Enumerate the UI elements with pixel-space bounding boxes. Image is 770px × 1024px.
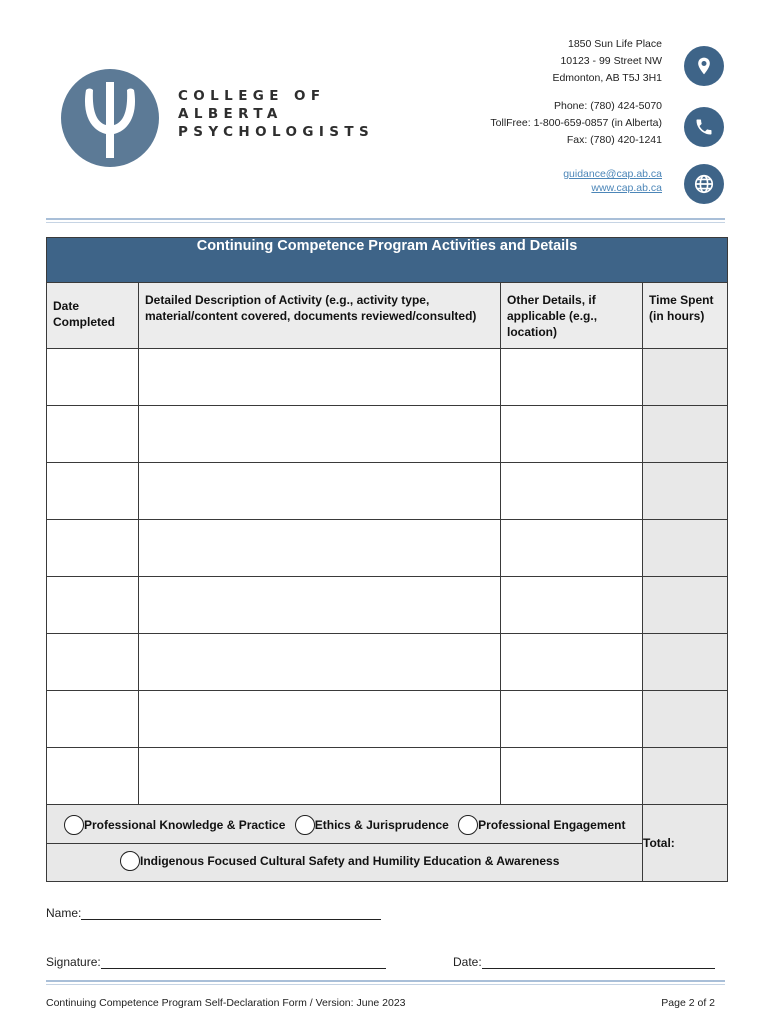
option-professional-engagement[interactable] <box>458 815 625 835</box>
description-cell[interactable] <box>139 520 501 577</box>
table-row <box>47 349 728 406</box>
header-divider-thin <box>46 222 725 223</box>
date-cell[interactable] <box>47 349 139 406</box>
col-header-description: Detailed Description of Activity (e.g., activity type, material/content covered, documents reviewed/consulted) <box>139 283 501 349</box>
category-options-row-2 <box>47 844 643 882</box>
time-cell[interactable] <box>643 634 728 691</box>
time-cell[interactable] <box>643 349 728 406</box>
table-row <box>47 577 728 634</box>
radio-professional-knowledge[interactable] <box>64 815 84 835</box>
radio-indigenous-education[interactable] <box>120 851 140 871</box>
psi-logo-icon <box>60 68 160 168</box>
footer-divider-thin <box>46 984 725 985</box>
option-professional-knowledge[interactable] <box>64 815 285 835</box>
signature-field <box>46 955 386 969</box>
total-cell[interactable] <box>643 805 728 882</box>
address-line-3: Edmonton, AB T5J 3H1 <box>552 72 662 84</box>
description-cell[interactable] <box>139 577 501 634</box>
category-options-row-1 <box>47 805 643 844</box>
time-cell[interactable] <box>643 748 728 805</box>
other-details-cell[interactable] <box>501 349 643 406</box>
date-cell[interactable] <box>47 577 139 634</box>
phone-icon <box>684 107 724 147</box>
other-details-cell[interactable] <box>501 634 643 691</box>
table-row <box>47 520 728 577</box>
other-details-cell[interactable] <box>501 748 643 805</box>
name-field <box>46 906 381 920</box>
globe-icon <box>684 164 724 204</box>
activities-table <box>46 237 728 882</box>
date-cell[interactable] <box>47 634 139 691</box>
address-line-2: 10123 - 99 Street NW <box>560 55 662 67</box>
table-row <box>47 634 728 691</box>
phone-line: Phone: (780) 424-5070 <box>554 100 662 112</box>
name-label: Name: <box>46 906 82 920</box>
other-details-cell[interactable] <box>501 406 643 463</box>
date-cell[interactable] <box>47 463 139 520</box>
org-phone <box>490 98 662 149</box>
option-label: Indigenous Focused Cultural Safety and Humility Education & Awareness <box>140 854 560 868</box>
table-row <box>47 691 728 748</box>
org-name <box>178 87 374 141</box>
time-cell[interactable] <box>643 691 728 748</box>
org-name-line-2: ALBERTA <box>178 106 283 122</box>
option-indigenous-education[interactable] <box>120 851 559 871</box>
footer-page-number: Page 2 of 2 <box>661 997 715 1009</box>
date-cell[interactable] <box>47 520 139 577</box>
website-link[interactable]: www.cap.ab.ca <box>591 182 662 194</box>
radio-professional-engagement[interactable] <box>458 815 478 835</box>
name-input-line[interactable] <box>81 906 381 920</box>
description-cell[interactable] <box>139 748 501 805</box>
date-input-line[interactable] <box>482 955 715 969</box>
option-ethics[interactable] <box>295 815 449 835</box>
tollfree-line: TollFree: 1-800-659-0857 (in Alberta) <box>490 117 662 129</box>
date-field <box>453 955 715 969</box>
date-label: Date: <box>453 955 482 969</box>
date-cell[interactable] <box>47 406 139 463</box>
signature-input-line[interactable] <box>101 955 386 969</box>
table-row <box>47 748 728 805</box>
org-name-line-3: PSYCHOLOGISTS <box>178 124 375 140</box>
other-details-cell[interactable] <box>501 463 643 520</box>
footer-divider <box>46 980 725 982</box>
other-details-cell[interactable] <box>501 520 643 577</box>
location-pin-icon <box>684 46 724 86</box>
table-row <box>47 406 728 463</box>
org-name-line-1: COLLEGE OF <box>178 88 326 104</box>
option-label: Ethics & Jurisprudence <box>314 818 449 832</box>
signature-label: Signature: <box>46 955 101 969</box>
org-logo <box>60 68 390 168</box>
header-divider <box>46 218 725 220</box>
table-row <box>47 463 728 520</box>
option-label: Professional Engagement <box>478 818 626 832</box>
col-header-date: Date Completed <box>47 283 139 349</box>
org-web <box>563 167 662 195</box>
table-title: Continuing Competence Program Activities and Details <box>47 238 728 283</box>
time-cell[interactable] <box>643 406 728 463</box>
description-cell[interactable] <box>139 349 501 406</box>
col-header-other-details: Other Details, if applicable (e.g., location) <box>501 283 643 349</box>
radio-ethics[interactable] <box>295 815 315 835</box>
time-cell[interactable] <box>643 577 728 634</box>
other-details-cell[interactable] <box>501 691 643 748</box>
description-cell[interactable] <box>139 691 501 748</box>
other-details-cell[interactable] <box>501 577 643 634</box>
col-header-time-spent: Time Spent (in hours) <box>643 283 728 349</box>
description-cell[interactable] <box>139 634 501 691</box>
time-cell[interactable] <box>643 463 728 520</box>
fax-line: Fax: (780) 420-1241 <box>566 134 662 146</box>
email-link[interactable]: guidance@cap.ab.ca <box>563 168 662 180</box>
date-cell[interactable] <box>47 748 139 805</box>
description-cell[interactable] <box>139 463 501 520</box>
address-line-1: 1850 Sun Life Place <box>568 38 662 50</box>
footer-form-title: Continuing Competence Program Self-Declaration Form / Version: June 2023 <box>46 997 406 1009</box>
date-cell[interactable] <box>47 691 139 748</box>
total-label: Total: <box>643 836 675 850</box>
description-cell[interactable] <box>139 406 501 463</box>
org-address <box>552 36 662 87</box>
time-cell[interactable] <box>643 520 728 577</box>
option-label: Professional Knowledge & Practice <box>84 818 286 832</box>
